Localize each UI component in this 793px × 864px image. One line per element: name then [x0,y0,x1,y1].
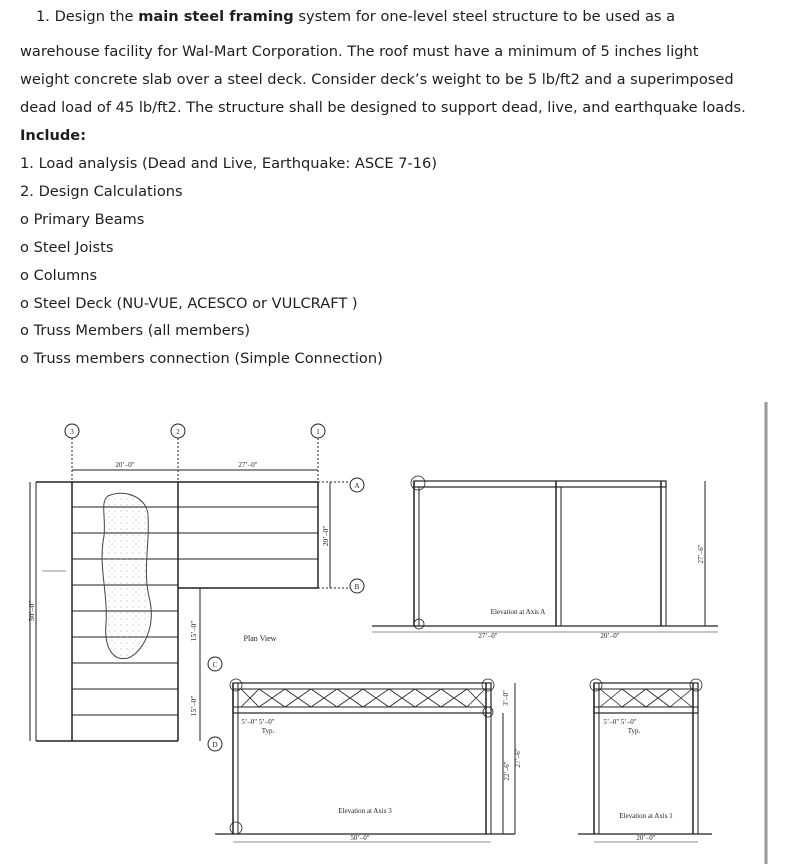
dim-50ft: 50’–0" [27,600,36,622]
dim-elev-1-typ: Typ. [627,727,641,735]
elevation-1-title: Elevation at Axis 1 [619,812,673,820]
dim-20ft-vertical: 20’–0" [321,525,330,547]
problem-line-3: weight concrete slab over a steel deck. Consider deck’s weight to be 5 lb/ft2 and a superimposed [20,71,734,88]
list-item: o Truss Members (all members) [20,322,251,339]
dim-elev-a-20ft: 20’–0" [600,632,620,640]
dim-elev-3-50ft: 50’–0" [350,834,370,842]
problem-line-1-start: 1. Design the [36,8,139,25]
grid-label-a: A [354,482,360,490]
problem-line-4: dead load of 45 lb/ft2. The structure shall be designed to support dead, live, and earthquake loads. [20,99,746,116]
plan-view-title: Plan View [243,634,277,643]
include-heading: Include: [20,127,87,144]
structural-drawing [0,396,793,864]
list-item: o Steel Deck (NU-VUE, ACESCO or VULCRAFT ) [20,295,358,312]
elevation-axis-1 [578,679,712,842]
elevation-axis-a [372,476,718,640]
dim-15ft-a: 15’–0" [189,620,198,642]
connection-marker [411,476,425,490]
concrete-deck-hatch [102,493,151,658]
elevation-axis-3 [215,679,522,842]
grid-label-d: D [212,741,218,749]
dim-elev-3-height-1: 22’–6" [503,761,511,781]
connection-marker [230,822,242,834]
dim-elev-a-27ft: 27’–0" [478,632,498,640]
grid-label-b: B [354,583,360,591]
dim-15ft-b: 15’–0" [189,695,198,717]
dim-truss-typ: Typ. [261,727,275,735]
dim-20ft: 20’–0" [115,461,135,469]
list-item: 1. Load analysis (Dead and Live, Earthquake: ASCE 7-16) [20,155,438,172]
dim-truss-depth: 3’–0" [502,690,510,706]
grid-label-1: 1 [316,428,320,436]
dim-elev-1-panels: 5’–0" 5’–0" [603,718,637,726]
list-item: o Primary Beams [20,211,145,228]
dim-27ft: 27’–0" [238,461,258,469]
problem-line-1-end: system for one-level steel structure to be used as a [293,8,676,25]
dim-elev-a-height: 27’–6" [697,544,705,564]
problem-line-2: warehouse facility for Wal-Mart Corporation. The roof must have a minimum of 5 inches light [20,43,699,60]
dim-elev-1-20ft: 20’–0" [636,834,656,842]
elevation-a-title: Elevation at Axis A [490,608,546,616]
list-item: o Truss members connection (Simple Connection) [20,350,383,367]
grid-label-2: 2 [176,428,180,436]
emphasis-main-steel-framing: main steel framing [138,8,294,25]
elevation-3-title: Elevation at Axis 3 [338,807,392,815]
dim-elev-3-height-2: 27’–6" [514,748,522,768]
grid-label-3: 3 [70,428,74,436]
dim-truss-panels: 5’–0" 5’–0" [241,718,275,726]
plan-view [27,424,364,751]
problem-line-1 [36,8,675,25]
list-item: o Steel Joists [20,239,114,256]
list-item: 2. Design Calculations [20,183,183,200]
list-item: o Columns [20,267,98,284]
grid-label-c: C [212,661,218,669]
